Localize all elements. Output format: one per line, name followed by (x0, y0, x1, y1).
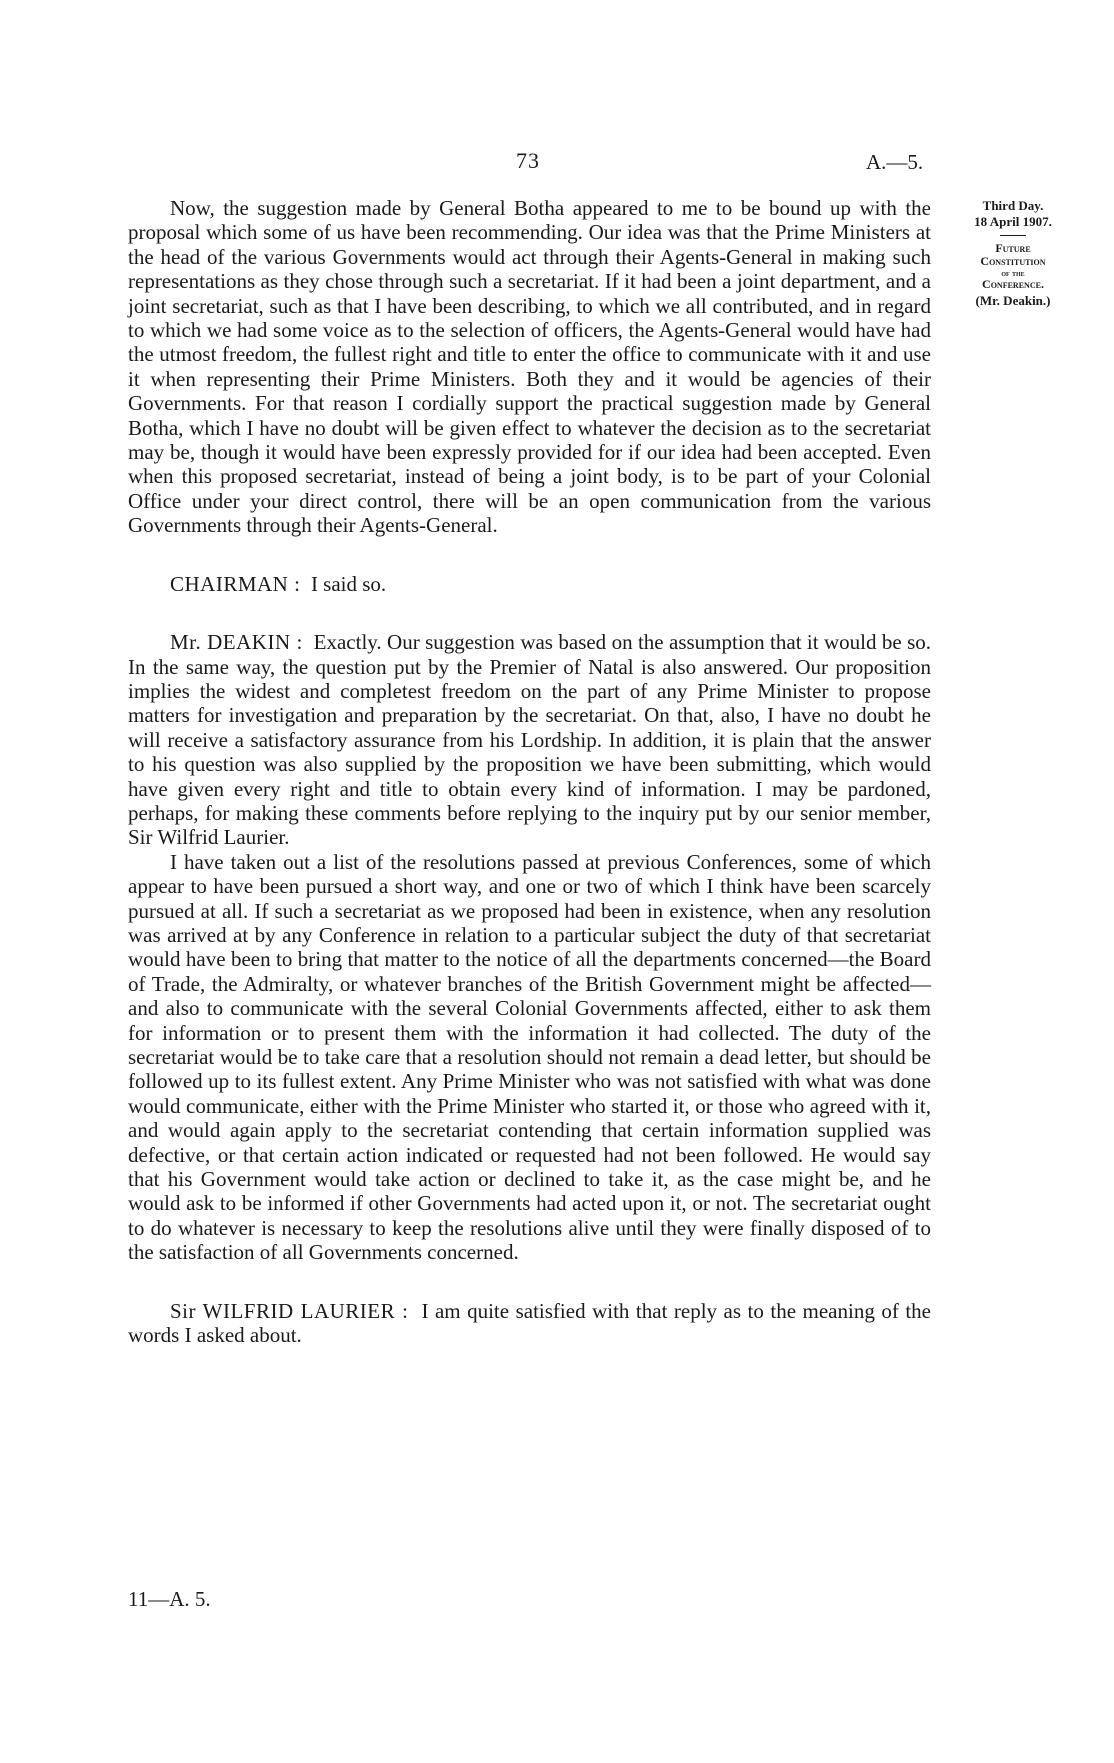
paragraph-deakin-reply (128, 630, 931, 850)
margin-note-topic-line1: Future (995, 241, 1031, 255)
margin-note-day: Third Day. (982, 198, 1044, 213)
speaker-chairman: CHAIRMAN : (170, 571, 301, 596)
paragraph-chairman (128, 572, 931, 596)
printer-signature: 11—A. 5. (128, 1587, 211, 1611)
deakin-reply-text: Exactly. Our suggestion was based on the assumption that it would be so. In the same way, the question put by the Premier of Natal is also answered. Our proposition implies the widest and completest freedom on the part of any Prime Minister to propose matters for investigation and preparation by the secretariat. On that, also, I have no doubt he will receive a satisfactory assurance from his Lordship. In addition, it is plain that the answer to his question was also supplied by the proposition we have been submitting, which would have given every right and title to obtain every kind of information. I may be pardoned, perhaps, for making these comments before replying to the inquiry put by our senior member, Sir Wilfrid Laurier. (128, 630, 932, 850)
margin-note-topic-line4: Conference. (982, 277, 1044, 291)
body-text (128, 196, 931, 1347)
speaker-laurier: Sir WILFRID LAURIER : (170, 1298, 409, 1323)
margin-note-date: 18 April 1907. (974, 214, 1052, 229)
paragraph-botha-suggestion: Now, the suggestion made by General Botha appeared to me to be bound up with the proposal which some of us have been recommending. Our idea was that the Prime Ministers at the head of the various Governments would act through their Agents-General in making such representations as they chose through such a secretariat. If it had been a joint department, and a joint secretariat, such as that I have been describing, to which we all contributed, and in regard to which we had some voice as to the selection of officers, the Agents-General would have had the utmost freedom, the fullest right and title to enter the office to communicate with it and use it when representing their Prime Ministers. Both they and it would be agencies of their Governments. For that reason I cordially support the practical suggestion made by General Botha, which I have no doubt will be given effect to whatever the decision as to the secretariat may be, though it would have been expressly provided for if our idea had been accepted. Even when this proposed secretariat, instead of being a joint body, is to be part of your Colonial Office under your direct control, there will be an open communication from the various Governments through their Agents-General. (128, 196, 931, 538)
laurier-remark: I am quite satisfied with that reply as to the meaning of the words I asked about. (128, 1298, 931, 1348)
paragraph-laurier (128, 1299, 931, 1348)
chairman-remark: I said so. (310, 571, 387, 596)
speaker-deakin: Mr. DEAKIN : (170, 630, 303, 655)
margin-note-speaker: (Mr. Deakin.) (975, 293, 1051, 308)
margin-note-divider (1000, 235, 1026, 236)
document-reference: A.—5. (866, 150, 924, 174)
margin-note (952, 198, 1074, 309)
margin-note-topic-line3: of the (1001, 268, 1025, 278)
page-number: 73 (516, 148, 540, 173)
paragraph-resolutions: I have taken out a list of the resolutions passed at previous Conferences, some of which appear to have been pursued a short way, and one or two of which I think have been scarcely pursued at all. If such a secretariat as we proposed had been in existence, when any resolution was arrived at by any Conference in relation to a particular subject the duty of that secretariat would have been to bring that matter to the notice of all the departments concerned—the Board of Trade, the Admiralty, or whatever branches of the British Government might be affected—and also to communicate with the several Colonial Governments affected, either to ask them for information or to present them with the information it had collected. The duty of the secretariat would be to take care that a resolution should not remain a dead letter, but should be followed up to its fullest extent. Any Prime Minister who was not satisfied with what was done would communicate, either with the Prime Minister who started it, or those who agreed with it, and would again apply to the secretariat contending that certain information supplied was defective, or that certain action indicated or requested had not been followed. He would say that his Government would take action or declined to take it, as the case might be, and he would ask to be informed if other Governments had acted upon it, or not. The secretariat ought to do whatever is necessary to keep the resolutions alive until they were finally disposed of to the satisfaction of all Governments concerned. (128, 849, 931, 1265)
margin-note-topic-line2: Constitution (980, 254, 1046, 268)
